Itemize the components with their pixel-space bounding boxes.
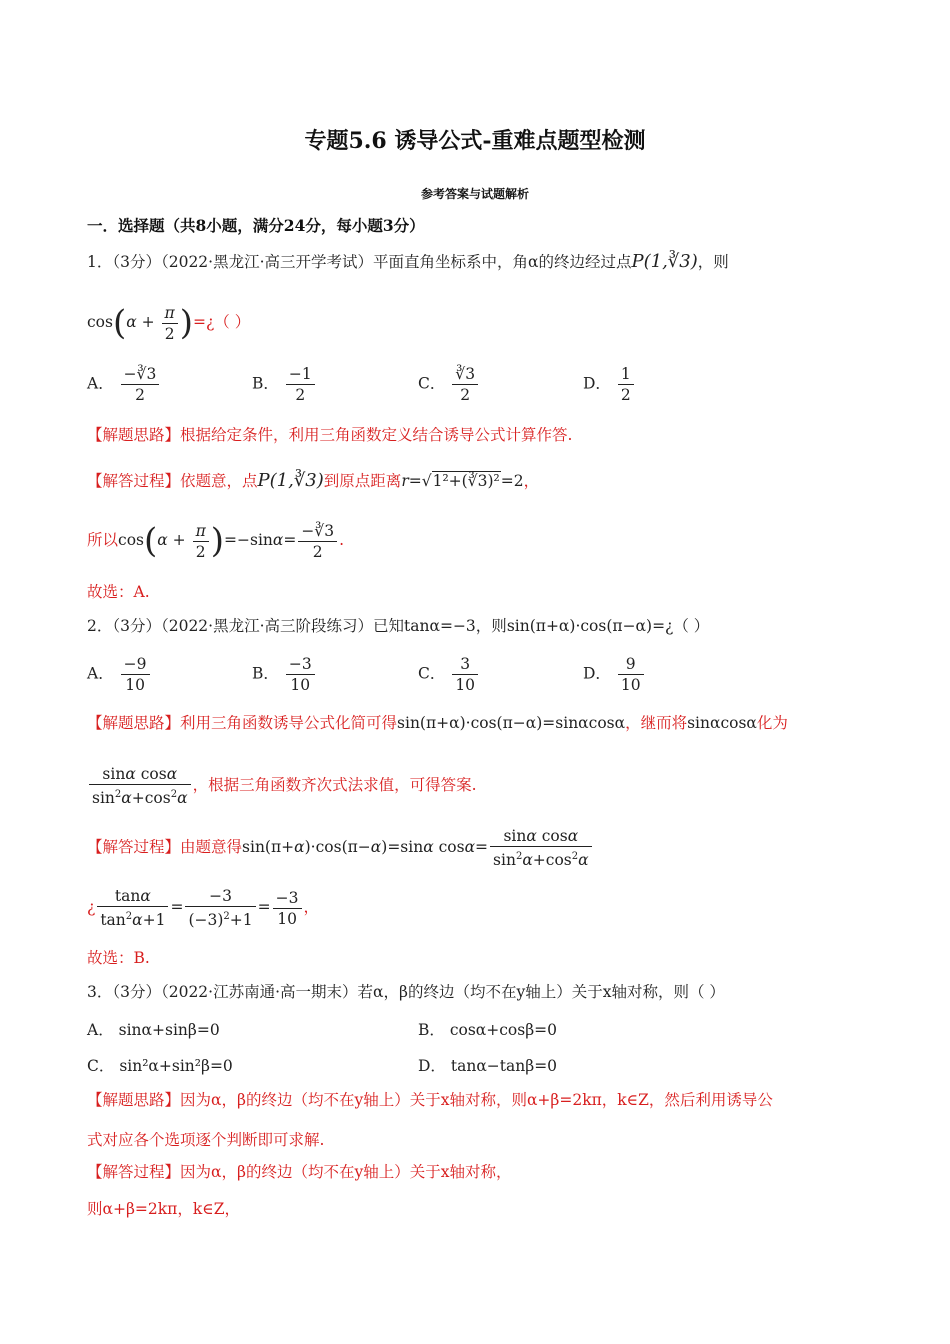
q1-option-a[interactable]: A． $\frac{-∛3}{2}$ xyxy=(87,364,161,405)
q2-process: 【解答过程】由题意得sin(π+α)·cos(π−α)=sinα cosα= $\frac{\text{sinα cosα}}{\sin^2\alpha+\cos^2\alpha}$ xyxy=(87,826,594,870)
q1-so: 所以cos(α + $\frac{\pi}{2}$ )=−sinα= $\frac{-∛3}{2}$ . xyxy=(87,521,345,561)
q1-process: 【解答过程】依题意，点P(1,∛3)到原点距离r=√1²+(∛3)²=2， xyxy=(87,470,540,491)
q2-idea: 【解题思路】利用三角函数诱导公式化简可得sin(π+α)·cos(π−α)=sinαcosα，继而将sinαcosα化为 xyxy=(87,714,788,732)
page-title: 专题5.6 诱导公式-重难点题型检测 xyxy=(304,128,646,154)
q1-expr-tail: =¿（ ） xyxy=(193,313,251,331)
section-heading: 一．选择题（共8小题，满分24分，每小题3分） xyxy=(87,216,425,235)
q1-option-d[interactable]: D． $\frac{1}{2}$ xyxy=(583,364,636,405)
q3-idea-cont: 式对应各个选项逐个判断即可求解. xyxy=(87,1131,325,1149)
q3-process-cont: 则α+β=2kπ，k∈Z， xyxy=(87,1200,240,1218)
q3-idea: 【解题思路】因为α，β的终边（均不在y轴上）关于x轴对称，则α+β=2kπ，k∈Z，然后利用诱导公 xyxy=(87,1091,773,1109)
q2-option-c[interactable]: C． $\frac{3}{10}$ xyxy=(418,654,480,695)
q1-pi-over-2: $\frac{\pi}{2}$ xyxy=(162,303,178,344)
q2-answer: 故选：B. xyxy=(87,949,150,967)
q2-stem: 2．（3分）（2022·黑龙江·高三阶段练习）已知tanα=−3，则sin(π+α)·cos(π−α)=¿（ ） xyxy=(87,617,710,635)
q1-distance: r=√1²+(∛3)²=2 xyxy=(401,472,524,490)
q1-stem xyxy=(87,252,729,272)
q1-option-b[interactable]: B． $\frac{-1}{2}$ xyxy=(252,364,317,405)
q1-answer: 故选：A. xyxy=(87,583,150,601)
q1-expression: cos(α + $\frac{\pi}{2}$ )=¿（ ） xyxy=(87,303,251,343)
q1-point-2: P(1,∛3) xyxy=(257,470,324,491)
q2-option-d[interactable]: D． $\frac{9}{10}$ xyxy=(583,654,646,695)
q1-idea: 【解题思路】根据给定条件，利用三角函数定义结合诱导公式计算作答. xyxy=(87,426,573,444)
q3-stem: 3．（3分）（2022·江苏南通·高一期末）若α，β的终边（均不在y轴上）关于x轴对称，则（ ） xyxy=(87,983,725,1001)
q2-option-b[interactable]: B． $\frac{-3}{10}$ xyxy=(252,654,317,695)
q1-cos-fn: cos xyxy=(87,313,113,331)
page-subtitle: 参考答案与试题解析 xyxy=(420,187,529,201)
q1-option-c[interactable]: C． $\frac{∛3}{2}$ xyxy=(418,364,480,405)
q1-stem-text: 1．（3分）（2022·黑龙江·高三开学考试）平面直角坐标系中，角α的终边经过点 xyxy=(87,253,632,271)
q2-idea-cont: $\frac{\text{sinα cosα}}{\sin^2\alpha+\cos^2\alpha}$ ，根据三角函数齐次式法求值，可得答案. xyxy=(87,764,477,808)
q3-process: 【解答过程】因为α，β的终边（均不在y轴上）关于x轴对称， xyxy=(87,1163,512,1181)
q3-option-d[interactable]: D． tanα−tanβ=0 xyxy=(418,1057,558,1075)
q3-option-c[interactable]: C． sin²α+sin²β=0 xyxy=(87,1057,233,1075)
q2-process-cont: ¿ $\frac{\tan\alpha}{\tan^2\alpha+1}$ = $\frac{-3}{(-3)^2+1}$ = $\frac{-3}{10}$ ， xyxy=(87,887,320,930)
q3-option-a[interactable]: A． sinα+sinβ=0 xyxy=(87,1021,220,1039)
q3-option-b[interactable]: B． cosα+cosβ=0 xyxy=(418,1021,558,1039)
q1-point: P(1,∛3) xyxy=(631,251,698,272)
q2-option-a[interactable]: A． $\frac{-9}{10}$ xyxy=(87,654,152,695)
q1-stem-end: ，则 xyxy=(697,253,729,271)
